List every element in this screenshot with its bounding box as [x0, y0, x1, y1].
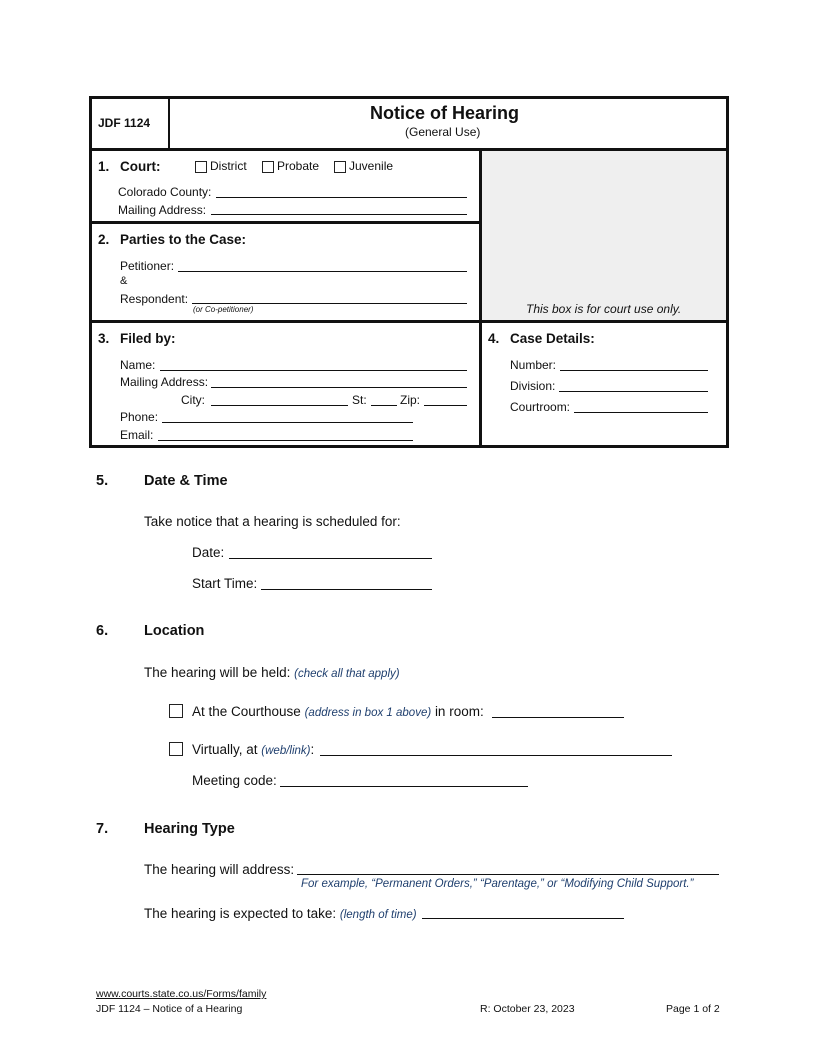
section-number: 7. — [96, 821, 109, 837]
intro-text: The hearing will be held: — [144, 665, 291, 680]
page-subtitle: (General Use) — [405, 125, 481, 139]
date-field[interactable] — [229, 558, 432, 559]
court-label: Court: — [120, 159, 161, 174]
case-number-field[interactable] — [560, 370, 708, 371]
start-time-field[interactable] — [261, 589, 432, 590]
respondent-label: Respondent: — [120, 292, 189, 306]
page-title: Notice of Hearing — [370, 103, 520, 123]
divider — [89, 221, 481, 224]
courthouse-hint: (address in box 1 above) — [304, 707, 432, 719]
length-field[interactable] — [422, 918, 624, 919]
section-title-hearing-type: Hearing Type — [144, 821, 235, 837]
ampersand: & — [120, 275, 128, 287]
divider — [89, 320, 729, 323]
footer-form-name: JDF 1124 – Notice of a Hearing — [96, 1003, 243, 1015]
courthouse-checkbox[interactable] — [169, 704, 183, 718]
section-number: 3. — [98, 331, 110, 346]
section-number: 4. — [488, 331, 500, 346]
probate-checkbox[interactable] — [262, 161, 274, 173]
footer-link[interactable]: www.courts.state.co.us/Forms/family — [96, 988, 267, 1000]
court-use-note: This box is for court use only. — [526, 302, 682, 316]
length-label: The hearing is expected to take: — [144, 906, 337, 921]
hearing-address-hint: For example, “Permanent Orders,” “Parentage,” or “Modifying Child Support.” — [301, 878, 694, 890]
state-label: St: — [352, 393, 367, 407]
zip-label: Zip: — [400, 393, 421, 407]
phone-field[interactable] — [162, 422, 413, 423]
section-number: 6. — [96, 623, 109, 639]
virtual-hint: (web/link) — [261, 745, 311, 757]
date-label: Date: — [192, 545, 225, 560]
divider — [89, 148, 729, 151]
address-label: Mailing Address: — [120, 375, 209, 389]
courthouse-option — [192, 704, 484, 719]
name-field[interactable] — [160, 370, 467, 371]
name-label: Name: — [120, 358, 156, 372]
section-title-date-time: Date & Time — [144, 473, 228, 489]
meeting-code-field[interactable] — [280, 786, 528, 787]
district-checkbox[interactable] — [195, 161, 207, 173]
phone-label: Phone: — [120, 410, 159, 424]
court-address-label: Mailing Address: — [118, 203, 207, 217]
filed-by-label: Filed by: — [120, 331, 176, 346]
district-label: District — [210, 159, 247, 173]
court-address-field[interactable] — [211, 214, 467, 215]
hearing-address-label: The hearing will address: — [144, 862, 295, 877]
county-field[interactable] — [216, 197, 467, 198]
virtual-checkbox[interactable] — [169, 742, 183, 756]
city-label: City: — [181, 393, 205, 407]
section-number: 2. — [98, 232, 110, 247]
date-intro: Take notice that a hearing is scheduled for: — [144, 514, 401, 529]
intro-hint: (check all that apply) — [294, 668, 400, 680]
petitioner-label: Petitioner: — [120, 259, 175, 273]
respondent-field[interactable] — [192, 303, 467, 304]
form-id: JDF 1124 — [98, 116, 151, 130]
address-field[interactable] — [211, 387, 467, 388]
courtroom-label: Courtroom: — [510, 400, 571, 414]
length-line — [144, 906, 417, 921]
length-hint: (length of time) — [339, 909, 417, 921]
hearing-address-field[interactable] — [297, 874, 719, 875]
section-title-location: Location — [144, 623, 205, 639]
footer-page-number: Page 1 of 2 — [666, 1003, 720, 1015]
virtual-label: Virtually, at — [192, 742, 258, 757]
meeting-code-label: Meeting code: — [192, 773, 277, 788]
courtroom-field[interactable] — [574, 412, 708, 413]
email-field[interactable] — [158, 440, 413, 441]
virtual-option — [192, 742, 314, 757]
room-field[interactable] — [492, 717, 624, 718]
footer-revision: R: October 23, 2023 — [480, 1003, 575, 1015]
start-time-label: Start Time: — [192, 576, 258, 591]
colon: : — [310, 742, 315, 757]
room-label: in room: — [434, 704, 484, 719]
email-label: Email: — [120, 428, 154, 442]
divider — [479, 148, 482, 448]
case-details-label: Case Details: — [510, 331, 595, 346]
respondent-hint: (or Co-petitioner) — [193, 305, 254, 314]
case-number-label: Number: — [510, 358, 557, 372]
section-number: 5. — [96, 473, 109, 489]
juvenile-label: Juvenile — [349, 159, 394, 173]
state-field[interactable] — [371, 405, 397, 406]
section-number: 1. — [98, 159, 110, 174]
juvenile-checkbox[interactable] — [334, 161, 346, 173]
zip-field[interactable] — [424, 405, 467, 406]
division-field[interactable] — [559, 391, 708, 392]
courthouse-label: At the Courthouse — [192, 704, 301, 719]
county-label: Colorado County: — [118, 185, 212, 199]
probate-label: Probate — [277, 159, 320, 173]
petitioner-field[interactable] — [178, 271, 467, 272]
divider — [168, 97, 170, 149]
city-field[interactable] — [211, 405, 348, 406]
location-intro — [144, 665, 400, 680]
parties-label: Parties to the Case: — [120, 232, 247, 247]
division-label: Division: — [510, 379, 556, 393]
web-link-field[interactable] — [320, 755, 672, 756]
